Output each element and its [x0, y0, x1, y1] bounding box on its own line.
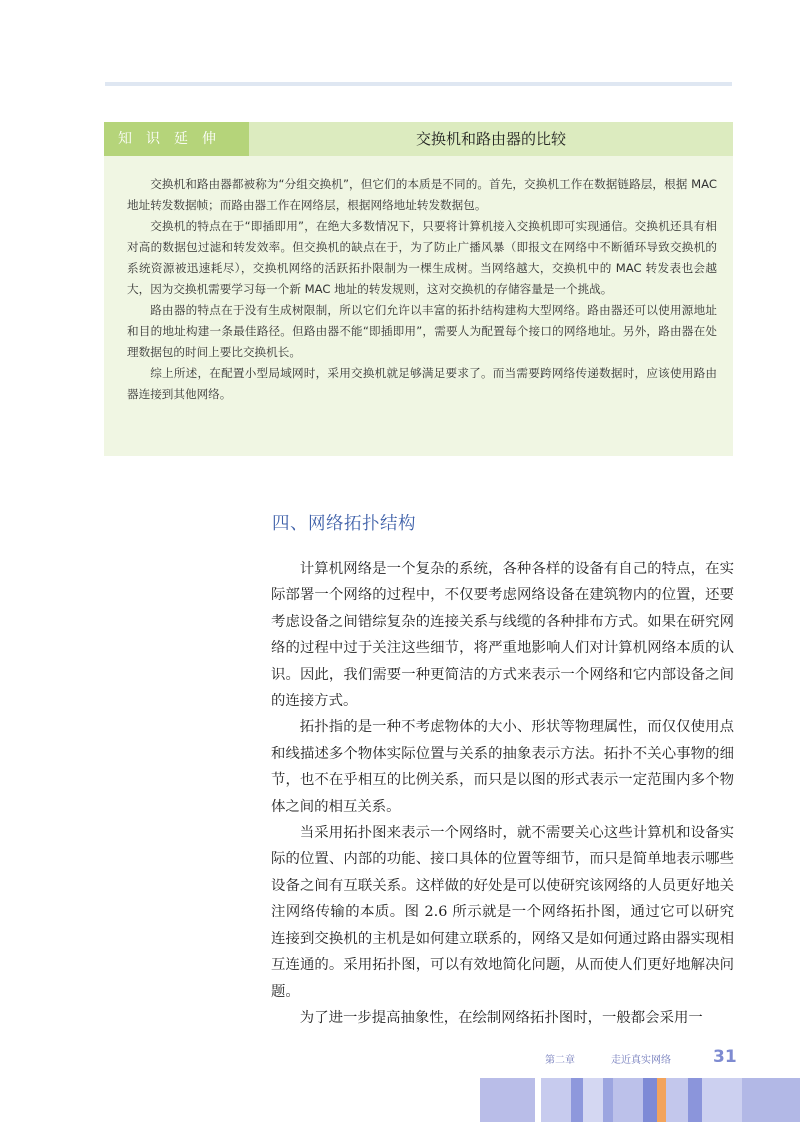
main-body-text [271, 556, 734, 1031]
body-paragraph: 为了进一步提高抽象性，在绘制网络拓扑图时，一般都会采用一 [299, 1009, 703, 1026]
knowledge-paragraph: 综上所述，在配置小型局域网时，采用交换机就足够满足要求了。而当需要跨网络传递数据时，应该使用路由器连接到其他网络。 [127, 366, 717, 401]
knowledge-paragraph: 交换机的特点在于“即插即用”，在绝大多数情况下，只要将计算机接入交换机即可实现通信。交换机还具有相对高的数据包过滤和转发效率。但交换机的缺点在于，为了防止广播风暴（即报文在网络中不断循环导致交换机的系统资源被迅速耗尽），交换机网络的活跃拓扑限制为一棵生成树。当网络越大，交换机中的 MAC 转发表也会越大，因为交换机需要学习每一个新 MAC 地址的转发规则，这对交换机的存储容量是一个挑战。 [127, 219, 717, 296]
knowledge-tag: 知识延伸 [104, 122, 249, 156]
body-paragraph: 拓扑指的是一种不考虑物体的大小、形状等物理属性，而仅仅使用点和线描述多个物体实际位置与关系的抽象表示方法。拓扑不关心事物的细节，也不在乎相互的比例关系，而只是以图的形式表示一定范围内多个物体之间的相互关系。 [271, 719, 734, 815]
page-footer [545, 1047, 735, 1071]
section-title: 四、网络拓扑结构 [272, 514, 416, 534]
page-number: 31 [713, 1047, 737, 1067]
decorative-color-strip [480, 1078, 800, 1122]
knowledge-paragraph: 交换机和路由器都被称为“分组交换机”，但它们的本质是不同的。首先，交换机工作在数据链路层，根据 MAC 地址转发数据帧；而路由器工作在网络层，根据网络地址转发数据包。 [127, 177, 717, 212]
footer-chapter-title: 走近真实网络 [611, 1055, 671, 1066]
top-rule [105, 82, 732, 86]
knowledge-box-header [104, 122, 733, 156]
body-paragraph: 计算机网络是一个复杂的系统，各种各样的设备有自己的特点，在实际部署一个网络的过程中，不仅要考虑网络设备在建筑物内的位置，还要考虑设备之间错综复杂的连接关系与线缆的各种排布方式。如果在研究网络的过程中过于关注这些细节，将严重地影响人们对计算机网络本质的认识。因此，我们需要一种更简洁的方式来表示一个网络和它内部设备之间的连接方式。 [271, 561, 734, 710]
knowledge-box-body [127, 174, 717, 405]
knowledge-extension-box [104, 122, 733, 456]
knowledge-paragraph: 路由器的特点在于没有生成树限制，所以它们允许以丰富的拓扑结构建构大型网络。路由器还可以使用源地址和目的地址构建一条最佳路径。但路由器不能“即插即用”，需要人为配置每个接口的网络地址。另外，路由器在处理数据包的时间上要比交换机长。 [127, 303, 717, 359]
body-paragraph: 当采用拓扑图来表示一个网络时，就不需要关心这些计算机和设备实际的位置、内部的功能、接口具体的位置等细节，而只是简单地表示哪些设备之间有互联关系。这样做的好处是可以使研究该网络的人员更好地关注网络传输的本质。图 2.6 所示就是一个网络拓扑图，通过它可以研究连接到交换机的主机是如何建立联系的，网络又是如何通过路由器实现相互连通的。采用拓扑图，可以有效地简化问题，从而使人们更好地解决问题。 [271, 825, 734, 1000]
knowledge-box-title: 交换机和路由器的比较 [415, 130, 566, 148]
footer-chapter: 第二章 [545, 1055, 575, 1066]
